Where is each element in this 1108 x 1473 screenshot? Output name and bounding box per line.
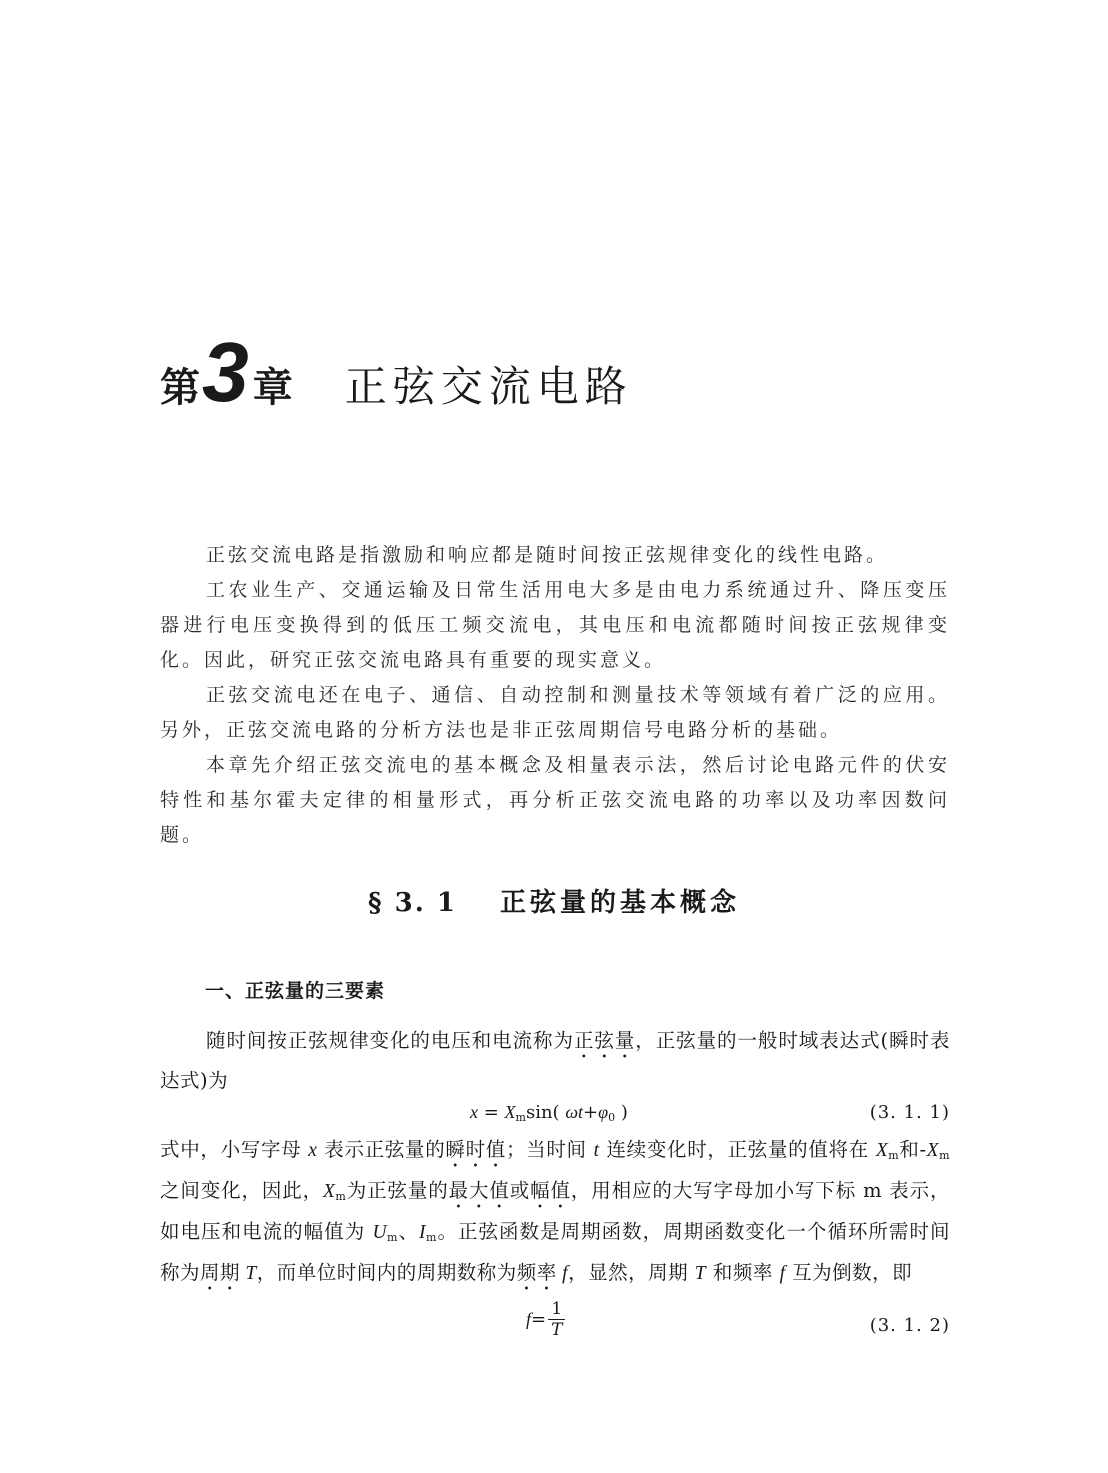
subscript-m: m — [387, 1231, 398, 1244]
var-X: X — [322, 1181, 336, 1202]
section-body — [160, 1023, 950, 1357]
fraction — [548, 1299, 565, 1340]
subscript-0: 0 — [608, 1111, 616, 1124]
equation-3-1-2 — [160, 1299, 950, 1357]
text: ，用相应的大写字母加小写下标 m 表示，如电压和电流的幅值为 — [160, 1179, 950, 1243]
section-title: 正弦量的基本概念 — [499, 888, 740, 918]
var-X: X — [504, 1102, 516, 1122]
equals: = — [531, 1309, 547, 1330]
text: 为正弦量的 — [346, 1179, 449, 1202]
subscript-m: m — [335, 1190, 347, 1203]
var-T: T — [240, 1263, 257, 1284]
chapter-heading — [160, 325, 633, 419]
term-maximum: 最大值 — [448, 1179, 510, 1202]
chapter-suffix: 章 — [252, 365, 293, 411]
text: 或 — [509, 1179, 531, 1202]
chapter-prefix: 第 — [160, 365, 200, 411]
text: 连续变化时，正弦量的值将在 — [599, 1138, 876, 1161]
equals: = — [478, 1102, 505, 1123]
omega-t: ωt — [565, 1102, 584, 1122]
var-T: T — [694, 1263, 707, 1284]
text: 、 — [397, 1220, 420, 1243]
chapter-title: 正弦交流电路 — [344, 362, 633, 411]
equation-3-1-1 — [160, 1098, 950, 1132]
text: 式中，小写字母 — [160, 1138, 309, 1161]
formula — [470, 1102, 628, 1124]
text: ，正弦量的一般时域表达式(瞬时表达式)为 — [160, 1029, 950, 1092]
intro-paragraph-3: 正弦交流电还在电子、通信、自动控制和测量技术等领域有着广泛的应用。另外，正弦交流电路的分析方法也是非正弦周期信号电路分析的基础。 — [160, 684, 950, 741]
text: ，而单位时间内的周期数称为 — [256, 1261, 517, 1284]
var-X: X — [875, 1140, 889, 1161]
var-X: X — [926, 1140, 940, 1161]
numerator: 1 — [551, 1299, 563, 1319]
term-period: 周期 — [200, 1261, 241, 1284]
text: 互为倒数，即 — [785, 1261, 913, 1284]
subscript-m: m — [939, 1149, 950, 1162]
body-paragraph-1 — [160, 1023, 950, 1098]
text: 之间变化，因此， — [160, 1179, 323, 1202]
chapter-number: 3 — [202, 325, 249, 419]
term-instantaneous: 瞬时值 — [445, 1138, 506, 1161]
denominator: T — [548, 1319, 565, 1340]
plus: + — [583, 1102, 599, 1123]
subscript-m: m — [426, 1231, 437, 1244]
text: 和频率 — [706, 1261, 780, 1284]
var-U: U — [372, 1222, 388, 1243]
subscript-m: m — [515, 1111, 526, 1124]
term-frequency: 频率 — [516, 1261, 557, 1284]
text: 表示正弦量的 — [317, 1138, 446, 1161]
subsection-heading: 一、正弦量的三要素 — [205, 980, 386, 1002]
var-x: x — [308, 1140, 318, 1161]
formula — [526, 1299, 565, 1340]
equation-number: (3. 1. 1) — [869, 1102, 950, 1123]
var-t: t — [593, 1140, 600, 1161]
close-paren: ) — [615, 1102, 628, 1123]
chapter-intro — [160, 538, 950, 853]
section-number: § 3. 1 — [367, 888, 457, 918]
text: ；当时间 — [505, 1138, 594, 1161]
subscript-m: m — [888, 1149, 900, 1162]
text: 。正弦函数是周期函数，周期函数变化一个循环所需时间称为 — [160, 1220, 950, 1284]
var-phi: φ — [598, 1102, 609, 1122]
term-sinusoid: 正弦量 — [573, 1029, 636, 1052]
text: 随时间按正弦规律变化的电压和电流称为 — [206, 1029, 574, 1052]
var-f: f — [779, 1263, 786, 1284]
var-f: f — [556, 1263, 569, 1284]
text: ，显然，周期 — [568, 1261, 695, 1284]
var-f: f — [526, 1309, 532, 1329]
var-I: I — [419, 1222, 427, 1243]
intro-paragraph-1: 正弦交流电路是指激励和响应都是随时间按正弦规律变化的线性电路。 — [206, 544, 889, 566]
var-x: x — [470, 1102, 478, 1122]
section-heading — [0, 882, 1108, 919]
body-paragraph-2 — [160, 1132, 950, 1295]
term-amplitude: 幅值 — [530, 1179, 571, 1202]
text: 和- — [899, 1138, 927, 1161]
intro-paragraph-2: 工农业生产、交通运输及日常生活用电大多是由电力系统通过升、降压变压器进行电压变换得到的低压工频交流电，其电压和电流都随时间按正弦规律变化。因此，研究正弦交流电路具有重要的现实意义。 — [160, 579, 950, 671]
intro-paragraph-4: 本章先介绍正弦交流电的基本概念及相量表示法，然后讨论电路元件的伏安特性和基尔霍夫定律的相量形式，再分析正弦交流电路的功率以及功率因数问题。 — [160, 754, 950, 846]
equation-number: (3. 1. 2) — [869, 1315, 950, 1336]
sin: sin( — [525, 1102, 566, 1123]
